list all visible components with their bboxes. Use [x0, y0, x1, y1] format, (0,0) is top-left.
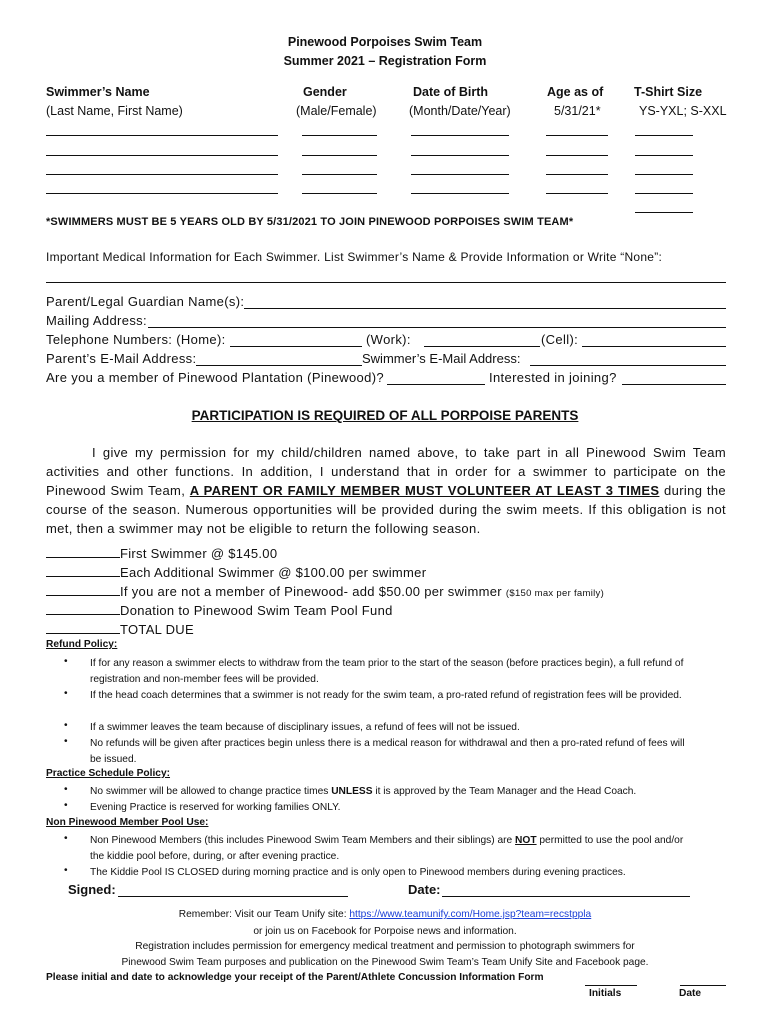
- fee-note: ($150 max per family): [505, 588, 605, 599]
- fee-amount-field[interactable]: [46, 544, 120, 558]
- parent-email-field[interactable]: [196, 365, 362, 366]
- swimmer-email-field[interactable]: [530, 365, 726, 366]
- permission-text-2: during the course of the season. Numerous opportunities will be provided during the swim meets. If this obligation is not met, then a swimmer may not be eligible to return the following season.: [46, 483, 726, 536]
- fee-label: Each Additional Swimmer @ $100.00 per swimmer: [120, 565, 427, 580]
- swimmer-gender-field[interactable]: [302, 155, 377, 156]
- fee-amount-field[interactable]: [46, 601, 120, 615]
- date-label: Date:: [408, 882, 441, 897]
- swimmer-shirt-field[interactable]: [635, 155, 693, 156]
- fee-amount-field[interactable]: [46, 563, 120, 577]
- swimmer-name-field[interactable]: [46, 174, 278, 175]
- fee-amount-field[interactable]: [46, 582, 120, 596]
- swimmer-age-field[interactable]: [546, 135, 608, 136]
- mailing-field[interactable]: [148, 327, 726, 328]
- fee-row: [46, 544, 277, 561]
- swimmer-gender-field[interactable]: [302, 135, 377, 136]
- swimmer-name-field[interactable]: [46, 155, 278, 156]
- guardian-field[interactable]: [244, 308, 726, 309]
- col-name-sub: (Last Name, First Name): [46, 104, 183, 118]
- team-unify-link[interactable]: https://www.teamunify.com/Home.jsp?team=recstppla: [349, 909, 592, 920]
- col-age-header: Age as of: [547, 85, 604, 99]
- signature-field[interactable]: [118, 896, 348, 897]
- fee-label: TOTAL DUE: [120, 622, 194, 637]
- guardian-label: Parent/Legal Guardian Name(s):: [46, 294, 245, 309]
- interested-field[interactable]: [622, 384, 726, 385]
- swimmer-age-field[interactable]: [546, 174, 608, 175]
- date-field[interactable]: [442, 896, 690, 897]
- team-unify-note: Remember: Visit our Team Unify site: https://www.teamunify.com/Home.jsp?team=recstppla: [178, 909, 592, 920]
- swimmer-name-field[interactable]: [46, 135, 278, 136]
- initials-field[interactable]: [585, 985, 637, 986]
- swimmer-email-label: Swimmer’s E-Mail Address:: [362, 351, 521, 366]
- practice-policy-title: Practice Schedule Policy:: [46, 768, 171, 779]
- interested-label: Interested in joining?: [489, 370, 617, 385]
- swimmer-dob-field[interactable]: [411, 135, 509, 136]
- member-question-label: Are you a member of Pinewood Plantation (Pinewood)?: [46, 370, 384, 385]
- swimmer-age-field[interactable]: [546, 155, 608, 156]
- nonmember-policy-title: Non Pinewood Member Pool Use:: [46, 817, 209, 828]
- member-answer-field[interactable]: [387, 384, 485, 385]
- col-age-sub: 5/31/21*: [554, 104, 601, 118]
- col-gender-sub: (Male/Female): [296, 104, 377, 118]
- swimmer-name-field[interactable]: [46, 193, 278, 194]
- col-dob-sub: (Month/Date/Year): [409, 104, 511, 118]
- volunteer-requirement: A PARENT OR FAMILY MEMBER MUST VOLUNTEER AT LEAST 3 TIMES: [189, 483, 660, 498]
- permission-paragraph: [46, 443, 726, 538]
- col-shirt-sub: YS-YXL; S-XXL: [639, 104, 727, 118]
- swimmer-dob-field[interactable]: [411, 193, 509, 194]
- facebook-note: or join us on Facebook for Porpoise news and information.: [253, 926, 517, 937]
- age-requirement-notice: *SWIMMERS MUST BE 5 YEARS OLD BY 5/31/2021 TO JOIN PINEWOOD PORPOISES SWIM TEAM*: [46, 216, 574, 228]
- phone-home-field[interactable]: [230, 346, 362, 347]
- form-title: Pinewood Porpoises Swim Team: [287, 35, 483, 49]
- permission-note-2: Pinewood Swim Team purposes and publication on the Pinewood Swim Team’s Team Unify Site and Facebook page.: [121, 957, 649, 968]
- fee-label: First Swimmer @ $145.00: [120, 546, 278, 561]
- ack-date-field[interactable]: [680, 985, 726, 986]
- phone-home-label: Telephone Numbers: (Home):: [46, 332, 226, 347]
- permission-note-1: Registration includes permission for emergency medical treatment and permission to photograph swimmers for: [135, 941, 635, 952]
- form-subtitle: Summer 2021 – Registration Form: [283, 54, 487, 68]
- swimmer-gender-field[interactable]: [302, 174, 377, 175]
- swimmer-gender-field[interactable]: [302, 193, 377, 194]
- phone-work-label: (Work):: [366, 332, 411, 347]
- swimmer-dob-field[interactable]: [411, 155, 509, 156]
- refund-policy-title: Refund Policy:: [46, 639, 118, 650]
- medical-info-field[interactable]: [46, 282, 726, 283]
- swimmer-shirt-field[interactable]: [635, 174, 693, 175]
- participation-heading: PARTICIPATION IS REQUIRED OF ALL PORPOISE PARENTS: [191, 408, 579, 423]
- swimmer-age-field[interactable]: [546, 193, 608, 194]
- fee-label: If you are not a member of Pinewood- add $50.00 per swimmer: [120, 584, 502, 599]
- phone-work-field[interactable]: [424, 346, 540, 347]
- concussion-acknowledgement: Please initial and date to acknowledge your receipt of the Parent/Athlete Concussion Information Form: [46, 972, 544, 983]
- signed-label: Signed:: [68, 882, 116, 897]
- col-name-header: Swimmer’s Name: [46, 85, 150, 99]
- parent-email-label: Parent’s E-Mail Address:: [46, 351, 197, 366]
- fee-row: [46, 563, 426, 580]
- fee-row: [46, 601, 393, 618]
- fee-label: Donation to Pinewood Swim Team Pool Fund: [120, 603, 393, 618]
- col-shirt-header: T-Shirt Size: [634, 85, 703, 99]
- fee-row: [46, 620, 194, 637]
- col-gender-header: Gender: [303, 85, 347, 99]
- initials-label: Initials: [589, 988, 622, 999]
- phone-cell-label: (Cell):: [541, 332, 579, 347]
- permission-text-1: I give my permission for my child/children named above, to take part in all Pinewood Swim Team activities and other functions. In addition, I understand that in order for a swimmer to participate on the Pinewood Swim Team,: [46, 445, 726, 498]
- fee-row: [46, 582, 604, 599]
- phone-cell-field[interactable]: [582, 346, 726, 347]
- swimmer-dob-field[interactable]: [411, 174, 509, 175]
- col-dob-header: Date of Birth: [413, 85, 488, 99]
- swimmer-shirt-field[interactable]: [635, 193, 693, 194]
- swimmer-shirt-field[interactable]: [635, 212, 693, 213]
- medical-info-label: Important Medical Information for Each Swimmer. List Swimmer’s Name & Provide Information or Write “None”:: [46, 250, 663, 264]
- fee-amount-field[interactable]: [46, 620, 120, 634]
- swimmer-shirt-field[interactable]: [635, 135, 693, 136]
- ack-date-label: Date: [679, 988, 702, 999]
- mailing-label: Mailing Address:: [46, 313, 147, 328]
